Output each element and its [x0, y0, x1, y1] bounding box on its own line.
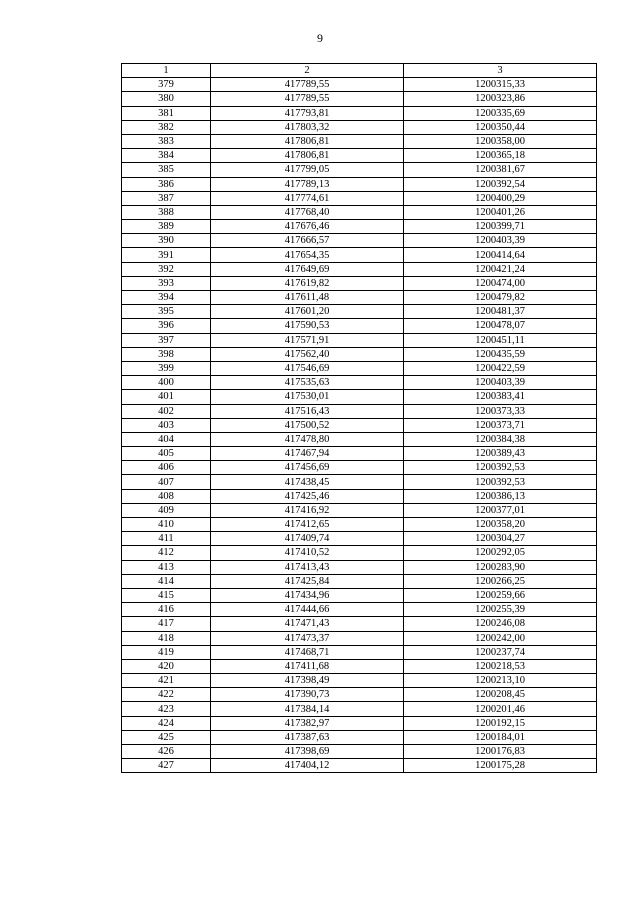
point-number-cell: 423	[122, 702, 211, 716]
table-row	[122, 319, 597, 333]
y-coordinate-cell: 1200315,33	[404, 78, 597, 92]
point-number-cell: 422	[122, 688, 211, 702]
y-coordinate-cell: 1200392,54	[404, 177, 597, 191]
table-row	[122, 447, 597, 461]
point-number-cell: 409	[122, 503, 211, 517]
table-row	[122, 106, 597, 120]
x-coordinate-cell: 417546,69	[211, 361, 404, 375]
x-coordinate-cell: 417571,91	[211, 333, 404, 347]
x-coordinate-cell: 417590,53	[211, 319, 404, 333]
point-number-cell: 410	[122, 518, 211, 532]
point-number-cell: 392	[122, 262, 211, 276]
y-coordinate-cell: 1200242,00	[404, 631, 597, 645]
y-coordinate-cell: 1200192,15	[404, 716, 597, 730]
point-number-cell: 402	[122, 404, 211, 418]
y-coordinate-cell: 1200184,01	[404, 730, 597, 744]
table-header-row	[122, 64, 597, 78]
table-row	[122, 418, 597, 432]
table-row	[122, 205, 597, 219]
y-coordinate-cell: 1200358,20	[404, 518, 597, 532]
point-number-cell: 387	[122, 191, 211, 205]
table-row	[122, 475, 597, 489]
table-row	[122, 631, 597, 645]
table-row	[122, 489, 597, 503]
y-coordinate-cell: 1200403,39	[404, 234, 597, 248]
table-row	[122, 503, 597, 517]
table-row	[122, 716, 597, 730]
table-row	[122, 347, 597, 361]
table-row	[122, 603, 597, 617]
table-row	[122, 588, 597, 602]
x-coordinate-cell: 417799,05	[211, 163, 404, 177]
x-coordinate-cell: 417789,55	[211, 92, 404, 106]
y-coordinate-cell: 1200403,39	[404, 376, 597, 390]
table-row	[122, 759, 597, 773]
y-coordinate-cell: 1200323,86	[404, 92, 597, 106]
x-coordinate-cell: 417434,96	[211, 588, 404, 602]
y-coordinate-cell: 1200266,25	[404, 574, 597, 588]
point-number-cell: 419	[122, 645, 211, 659]
y-coordinate-cell: 1200389,43	[404, 447, 597, 461]
y-coordinate-cell: 1200400,29	[404, 191, 597, 205]
point-number-cell: 413	[122, 560, 211, 574]
point-number-cell: 401	[122, 390, 211, 404]
x-coordinate-cell: 417774,61	[211, 191, 404, 205]
table-row	[122, 730, 597, 744]
y-coordinate-cell: 1200350,44	[404, 120, 597, 134]
y-coordinate-cell: 1200383,41	[404, 390, 597, 404]
y-coordinate-cell: 1200479,82	[404, 291, 597, 305]
table-row	[122, 262, 597, 276]
y-coordinate-cell: 1200478,07	[404, 319, 597, 333]
point-number-cell: 381	[122, 106, 211, 120]
x-coordinate-cell: 417768,40	[211, 205, 404, 219]
y-coordinate-cell: 1200304,27	[404, 532, 597, 546]
table-row	[122, 688, 597, 702]
table-body	[122, 78, 597, 773]
x-coordinate-cell: 417398,49	[211, 674, 404, 688]
y-coordinate-cell: 1200414,64	[404, 248, 597, 262]
x-coordinate-cell: 417654,35	[211, 248, 404, 262]
x-coordinate-cell: 417803,32	[211, 120, 404, 134]
table-row	[122, 191, 597, 205]
y-coordinate-cell: 1200422,59	[404, 361, 597, 375]
x-coordinate-cell: 417649,69	[211, 262, 404, 276]
table-row	[122, 674, 597, 688]
x-coordinate-cell: 417500,52	[211, 418, 404, 432]
x-coordinate-cell: 417456,69	[211, 461, 404, 475]
y-coordinate-cell: 1200218,53	[404, 659, 597, 673]
x-coordinate-cell: 417444,66	[211, 603, 404, 617]
x-coordinate-cell: 417619,82	[211, 276, 404, 290]
x-coordinate-cell: 417404,12	[211, 759, 404, 773]
point-number-cell: 397	[122, 333, 211, 347]
point-number-cell: 425	[122, 730, 211, 744]
table-row	[122, 376, 597, 390]
x-coordinate-cell: 417535,63	[211, 376, 404, 390]
point-number-cell: 424	[122, 716, 211, 730]
page-number: 9	[317, 31, 323, 45]
point-number-cell: 389	[122, 220, 211, 234]
table-row	[122, 92, 597, 106]
point-number-cell: 415	[122, 588, 211, 602]
table-row	[122, 120, 597, 134]
y-coordinate-cell: 1200399,71	[404, 220, 597, 234]
table-row	[122, 276, 597, 290]
column-header-y: 3	[404, 64, 597, 78]
y-coordinate-cell: 1200208,45	[404, 688, 597, 702]
table-row	[122, 574, 597, 588]
point-number-cell: 421	[122, 674, 211, 688]
y-coordinate-cell: 1200201,46	[404, 702, 597, 716]
x-coordinate-cell: 417413,43	[211, 560, 404, 574]
x-coordinate-cell: 417425,84	[211, 574, 404, 588]
table-row	[122, 234, 597, 248]
point-number-cell: 393	[122, 276, 211, 290]
x-coordinate-cell: 417562,40	[211, 347, 404, 361]
point-number-cell: 427	[122, 759, 211, 773]
table-row	[122, 177, 597, 191]
point-number-cell: 395	[122, 305, 211, 319]
point-number-cell: 400	[122, 376, 211, 390]
x-coordinate-cell: 417410,52	[211, 546, 404, 560]
table-row	[122, 390, 597, 404]
point-number-cell: 426	[122, 745, 211, 759]
x-coordinate-cell: 417398,69	[211, 745, 404, 759]
x-coordinate-cell: 417676,46	[211, 220, 404, 234]
table-row	[122, 361, 597, 375]
y-coordinate-cell: 1200421,24	[404, 262, 597, 276]
point-number-cell: 385	[122, 163, 211, 177]
column-header-point-number: 1	[122, 64, 211, 78]
table-row	[122, 745, 597, 759]
point-number-cell: 403	[122, 418, 211, 432]
y-coordinate-cell: 1200237,74	[404, 645, 597, 659]
point-number-cell: 404	[122, 432, 211, 446]
table-row	[122, 333, 597, 347]
point-number-cell: 406	[122, 461, 211, 475]
x-coordinate-cell: 417516,43	[211, 404, 404, 418]
y-coordinate-cell: 1200246,08	[404, 617, 597, 631]
y-coordinate-cell: 1200384,38	[404, 432, 597, 446]
x-coordinate-cell: 417384,14	[211, 702, 404, 716]
table-row	[122, 560, 597, 574]
point-number-cell: 399	[122, 361, 211, 375]
y-coordinate-cell: 1200373,71	[404, 418, 597, 432]
x-coordinate-cell: 417789,55	[211, 78, 404, 92]
x-coordinate-cell: 417382,97	[211, 716, 404, 730]
table-row	[122, 220, 597, 234]
table-row	[122, 432, 597, 446]
y-coordinate-cell: 1200335,69	[404, 106, 597, 120]
y-coordinate-cell: 1200401,26	[404, 205, 597, 219]
point-number-cell: 416	[122, 603, 211, 617]
x-coordinate-cell: 417806,81	[211, 134, 404, 148]
table-row	[122, 78, 597, 92]
x-coordinate-cell: 417601,20	[211, 305, 404, 319]
y-coordinate-cell: 1200481,37	[404, 305, 597, 319]
x-coordinate-cell: 417530,01	[211, 390, 404, 404]
x-coordinate-cell: 417411,68	[211, 659, 404, 673]
x-coordinate-cell: 417390,73	[211, 688, 404, 702]
point-number-cell: 414	[122, 574, 211, 588]
y-coordinate-cell: 1200373,33	[404, 404, 597, 418]
x-coordinate-cell: 417467,94	[211, 447, 404, 461]
point-number-cell: 386	[122, 177, 211, 191]
table-row	[122, 518, 597, 532]
x-coordinate-cell: 417471,43	[211, 617, 404, 631]
y-coordinate-cell: 1200435,59	[404, 347, 597, 361]
table-row	[122, 532, 597, 546]
point-number-cell: 390	[122, 234, 211, 248]
y-coordinate-cell: 1200386,13	[404, 489, 597, 503]
x-coordinate-cell: 417412,65	[211, 518, 404, 532]
point-number-cell: 382	[122, 120, 211, 134]
x-coordinate-cell: 417666,57	[211, 234, 404, 248]
x-coordinate-cell: 417793,81	[211, 106, 404, 120]
y-coordinate-cell: 1200474,00	[404, 276, 597, 290]
x-coordinate-cell: 417468,71	[211, 645, 404, 659]
x-coordinate-cell: 417478,80	[211, 432, 404, 446]
point-number-cell: 394	[122, 291, 211, 305]
point-number-cell: 411	[122, 532, 211, 546]
table-row	[122, 659, 597, 673]
point-number-cell: 384	[122, 149, 211, 163]
y-coordinate-cell: 1200292,05	[404, 546, 597, 560]
x-coordinate-cell: 417473,37	[211, 631, 404, 645]
point-number-cell: 405	[122, 447, 211, 461]
y-coordinate-cell: 1200259,66	[404, 588, 597, 602]
x-coordinate-cell: 417438,45	[211, 475, 404, 489]
column-header-x: 2	[211, 64, 404, 78]
table-row	[122, 404, 597, 418]
point-number-cell: 408	[122, 489, 211, 503]
point-number-cell: 379	[122, 78, 211, 92]
point-number-cell: 420	[122, 659, 211, 673]
point-number-cell: 412	[122, 546, 211, 560]
point-number-cell: 388	[122, 205, 211, 219]
x-coordinate-cell: 417425,46	[211, 489, 404, 503]
point-number-cell: 380	[122, 92, 211, 106]
x-coordinate-cell: 417611,48	[211, 291, 404, 305]
table-row	[122, 546, 597, 560]
y-coordinate-cell: 1200451,11	[404, 333, 597, 347]
point-number-cell: 391	[122, 248, 211, 262]
y-coordinate-cell: 1200365,18	[404, 149, 597, 163]
y-coordinate-cell: 1200358,00	[404, 134, 597, 148]
table-row	[122, 617, 597, 631]
y-coordinate-cell: 1200392,53	[404, 461, 597, 475]
y-coordinate-cell: 1200283,90	[404, 560, 597, 574]
point-number-cell: 407	[122, 475, 211, 489]
point-number-cell: 417	[122, 617, 211, 631]
x-coordinate-cell: 417387,63	[211, 730, 404, 744]
y-coordinate-cell: 1200392,53	[404, 475, 597, 489]
table-row	[122, 248, 597, 262]
x-coordinate-cell: 417416,92	[211, 503, 404, 517]
table-row	[122, 645, 597, 659]
table-row	[122, 461, 597, 475]
y-coordinate-cell: 1200381,67	[404, 163, 597, 177]
x-coordinate-cell: 417409,74	[211, 532, 404, 546]
table-row	[122, 305, 597, 319]
table-row	[122, 702, 597, 716]
x-coordinate-cell: 417789,13	[211, 177, 404, 191]
point-number-cell: 398	[122, 347, 211, 361]
point-number-cell: 383	[122, 134, 211, 148]
y-coordinate-cell: 1200175,28	[404, 759, 597, 773]
coordinates-table	[121, 63, 597, 773]
y-coordinate-cell: 1200176,83	[404, 745, 597, 759]
x-coordinate-cell: 417806,81	[211, 149, 404, 163]
y-coordinate-cell: 1200377,01	[404, 503, 597, 517]
point-number-cell: 418	[122, 631, 211, 645]
y-coordinate-cell: 1200213,10	[404, 674, 597, 688]
y-coordinate-cell: 1200255,39	[404, 603, 597, 617]
table-row	[122, 163, 597, 177]
table-row	[122, 134, 597, 148]
point-number-cell: 396	[122, 319, 211, 333]
table-row	[122, 291, 597, 305]
table-row	[122, 149, 597, 163]
